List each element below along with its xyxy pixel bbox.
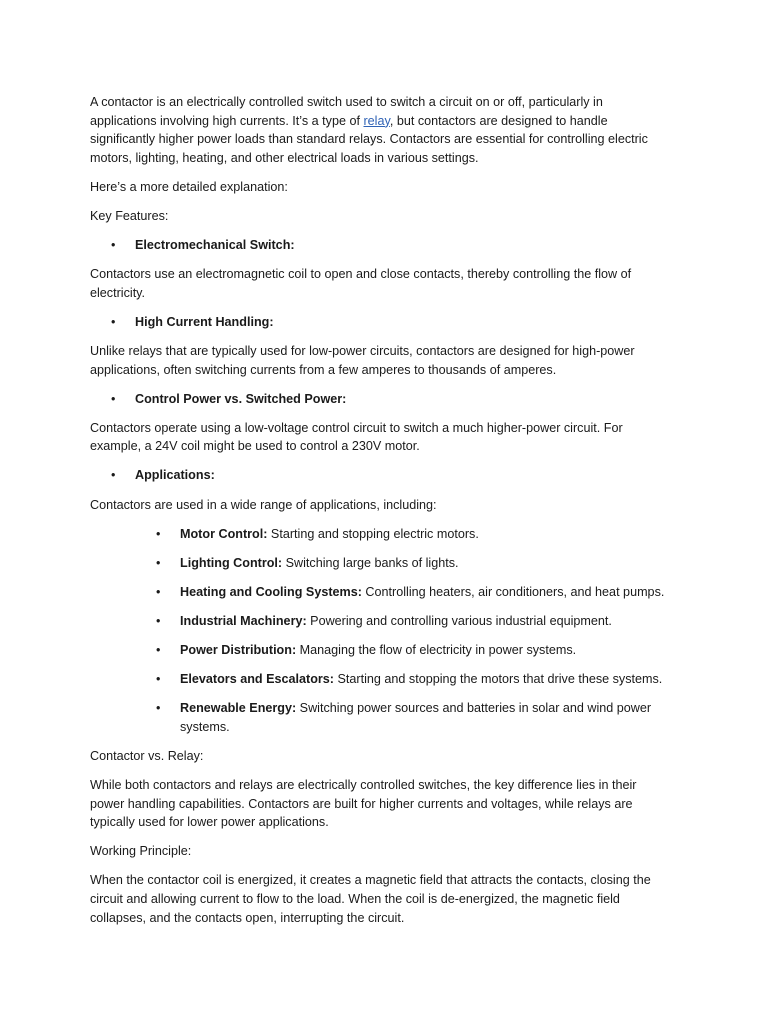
working-principle-text: When the contactor coil is energized, it creates a magnetic field that attracts the contacts, closing the circuit and allowing current to flow to the load. When the coil is de-energized, the magnetic field collapses, and the contacts open, interrupting the circuit. xyxy=(90,873,651,925)
bullet-icon: • xyxy=(156,672,161,687)
bullet-icon: • xyxy=(156,642,161,657)
application-label: Heating and Cooling Systems: xyxy=(180,584,362,599)
feature-bullet-control-power xyxy=(90,390,670,409)
feature-text: Contactors operate using a low-voltage control circuit to switch a much higher-power circuit. For example, a 24V coil might be used to control a 230V motor. xyxy=(90,420,623,454)
application-item xyxy=(90,699,670,736)
intro-text-after-link: , but contactors are designed to handle significantly higher power loads than standard relays. Contactors are essential for controlling electric motors, lighting, heating, and other electrical loads in various settings. xyxy=(90,113,648,165)
application-label: Elevators and Escalators: xyxy=(180,672,334,687)
bullet-icon: • xyxy=(111,314,116,329)
feature-bullet-applications xyxy=(90,466,670,485)
feature-title: High Current Handling: xyxy=(135,314,274,329)
application-text: Controlling heaters, air conditioners, and heat pumps. xyxy=(361,584,665,599)
relay-link[interactable]: relay xyxy=(363,113,390,128)
intro-paragraph xyxy=(90,93,670,167)
feature-title: Electromechanical Switch: xyxy=(135,238,295,253)
application-label: Motor Control: xyxy=(180,526,268,541)
bullet-icon: • xyxy=(111,468,116,483)
bullet-icon: • xyxy=(156,584,161,599)
application-text: Powering and controlling various industrial equipment. xyxy=(306,613,612,628)
bullet-icon: • xyxy=(156,555,161,570)
feature-bullet-electromechanical xyxy=(90,236,670,255)
bullet-icon: • xyxy=(156,526,161,541)
bullet-icon: • xyxy=(111,391,116,406)
application-label: Power Distribution: xyxy=(180,642,297,657)
key-features-heading: Key Features: xyxy=(90,208,169,223)
application-item xyxy=(90,583,670,602)
application-text: Starting and stopping the motors that drive these systems. xyxy=(334,672,663,687)
application-text: Starting and stopping electric motors. xyxy=(267,526,479,541)
application-label: Industrial Machinery: xyxy=(180,613,307,628)
working-principle-heading: Working Principle: xyxy=(90,844,192,859)
application-label: Renewable Energy: xyxy=(180,701,297,716)
application-text: Switching large banks of lights. xyxy=(282,555,459,570)
application-text: Switching power sources and batteries in solar and wind power systems. xyxy=(180,701,652,734)
application-item xyxy=(90,525,670,544)
application-label: Lighting Control: xyxy=(180,555,283,570)
application-item xyxy=(90,670,670,689)
bullet-icon: • xyxy=(156,701,161,716)
bullet-icon: • xyxy=(111,238,116,253)
application-text: Managing the flow of electricity in power systems. xyxy=(296,642,577,657)
application-item xyxy=(90,554,670,573)
feature-bullet-high-current xyxy=(90,313,670,332)
contactor-vs-relay-heading: Contactor vs. Relay: xyxy=(90,748,204,763)
feature-text: Contactors are used in a wide range of applications, including: xyxy=(90,497,437,512)
bullet-icon: • xyxy=(156,613,161,628)
contactor-vs-relay-text: While both contactors and relays are electrically controlled switches, the key difference lies in their power handling capabilities. Contactors are built for higher currents and voltages, while relays are typically used for lower power applications. xyxy=(90,777,637,830)
feature-text: Unlike relays that are typically used for low-power circuits, contactors are designed for high-power applications, often switching currents from a few amperes to thousands of amperes. xyxy=(90,343,635,377)
feature-title: Control Power vs. Switched Power: xyxy=(135,391,347,406)
feature-title: Applications: xyxy=(135,468,215,483)
feature-text: Contactors use an electromagnetic coil to open and close contacts, thereby controlling the flow of electricity. xyxy=(90,267,632,300)
application-item xyxy=(90,641,670,660)
explanation-intro: Here’s a more detailed explanation: xyxy=(90,179,288,194)
application-item xyxy=(90,612,670,631)
document-body xyxy=(90,93,670,938)
intro-text-before-link: A contactor is an electrically controlled switch used to switch a circuit on or off, particularly in applications involving high currents. It’s a type of xyxy=(90,95,603,128)
